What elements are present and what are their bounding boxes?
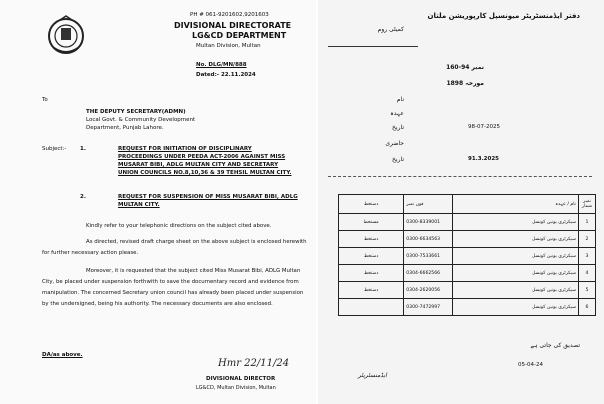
paragraph-2: As directed, revised draft charge sheet on the above subject is enclosed herewith for further necessary action please. <box>42 239 307 256</box>
subject-1-line-4: UNION COUNCILS NO.8,10,36 & 39 TEHSIL MULTAN CITY. <box>118 170 292 176</box>
subject-2-number: 2. <box>80 194 86 200</box>
subject-1-number: 1. <box>80 146 86 152</box>
row-sign: دستخط <box>339 231 404 248</box>
table-header-cell: دستخط <box>339 195 404 214</box>
row-sign: دستخط <box>339 282 404 299</box>
footer-date: 05-04-24 <box>518 362 543 368</box>
info-row-5-label: تاریخ <box>392 156 404 163</box>
row-name: سیکرٹری یونین کونسل <box>453 214 578 231</box>
row-phone: 0300-6634563 <box>404 231 453 248</box>
table-header-cell: نمبر شمار <box>578 195 595 214</box>
subject-2-line-1: REQUEST FOR SUSPENSION OF MISS MUSARAT BIBI, ADLG <box>118 194 298 200</box>
row-sign: دستخط <box>339 265 404 282</box>
footer-signature: ایڈمنسٹریٹر <box>358 372 387 379</box>
table-row <box>339 248 596 265</box>
row-sno: 3 <box>578 248 595 265</box>
handwritten-signature: Hmr 22/11/24 <box>218 358 290 369</box>
phone-numbers: PH # 061-9201602,9201603 <box>190 12 269 18</box>
row-sno: 2 <box>578 231 595 248</box>
row-phone: 0300-7533661 <box>404 248 453 265</box>
table-header-cell: فون نمبر <box>404 195 453 214</box>
subject-1-line-2: PROCEEDINGS UNDER PEEDA ACT-2006 AGAINST MISS <box>118 154 286 160</box>
row-sno: 4 <box>578 265 595 282</box>
table-header-row <box>339 195 596 214</box>
row-phone: 0300-8339001 <box>404 214 453 231</box>
table-row <box>339 265 596 282</box>
subject-label: Subject:- <box>42 146 67 152</box>
row-sign <box>339 299 404 316</box>
signatory-office: LG&CD, Multan Division, Multan <box>196 385 276 391</box>
row-name: سیکرٹری یونین کونسل <box>453 265 578 282</box>
subject-1-line-3: MUSARAT BIBI, ADLG MULTAN CITY AND SECRETARY <box>118 162 279 168</box>
table-row <box>339 214 596 231</box>
row-name: سیکرٹری یونین کونسل <box>453 282 578 299</box>
row-phone: 0304-6662566 <box>404 265 453 282</box>
row-phone: 0300-7472997 <box>404 299 453 316</box>
urdu-header-2: کمیٹی روم <box>377 26 404 33</box>
info-row-3-label: تاریخ <box>392 124 404 131</box>
footer-note: تصدیق کی جاتی ہے <box>530 342 580 349</box>
table-header-cell: نام / عہدہ <box>453 195 578 214</box>
table-row <box>339 282 596 299</box>
row-sno: 1 <box>578 214 595 231</box>
letter-date: Dated:- 22.11.2024 <box>196 72 256 78</box>
row-sign: مستخط <box>339 214 404 231</box>
addressee-line-1: THE DEPUTY SECRETARY(ADMN) <box>86 109 186 115</box>
info-row-5-value: 91.3.2025 <box>468 156 499 162</box>
subject-2-line-2: MULTAN CITY. <box>118 202 160 208</box>
addressee-line-3: Department, Punjab Lahore. <box>86 125 164 131</box>
row-name: سیکرٹری یونین کونسل <box>453 231 578 248</box>
info-row-1-label: نام <box>396 96 404 103</box>
row-sno: 6 <box>578 299 595 316</box>
row-sign: دستخط <box>339 248 404 265</box>
info-row-3-value: 98-07-2025 <box>468 124 500 130</box>
row-name: سیکرٹری یونین کونسل <box>453 248 578 265</box>
paragraph-3: Moreover, it is requested that the subject cited Miss Musarat Bibi, ADLG Multan City, be placed under suspension forthwith to save the documentary record and evidence from manipulation. The concerned Secretary union council has already been placed under suspension by the undersigned, being his authority. The necessary documents are also enclosed. <box>42 268 304 307</box>
urdu-ref-number: نمبر 94-160 <box>446 64 484 71</box>
letter-number: No. DLG/MN/888 <box>196 62 247 68</box>
info-row-4-label: حاضری <box>385 140 404 147</box>
paragraph-1: Kindly refer to your telephonic directions on the subject cited above. <box>86 223 272 229</box>
subject-1-line-1: REQUEST FOR INITIATION OF DISCIPLINARY <box>118 146 252 152</box>
punjab-govt-emblem-icon <box>46 14 86 58</box>
row-sno: 5 <box>578 282 595 299</box>
urdu-date-line: مورخہ 1898 <box>446 80 484 87</box>
info-row-2-label: عہدہ <box>390 110 404 117</box>
urdu-attendance-sheet <box>318 0 604 404</box>
attendance-table <box>338 194 596 316</box>
header-underline <box>328 46 418 47</box>
table-row <box>339 231 596 248</box>
addressee-line-2: Local Govt. & Community Development <box>86 117 196 123</box>
office-line-3: Multan Division, Multan <box>196 43 261 49</box>
office-line-1: DIVISIONAL DIRECTORATE <box>174 21 292 30</box>
table-row <box>339 299 596 316</box>
row-name: سیکرٹری یونین کونسل <box>453 299 578 316</box>
office-line-2: LG&CD DEPARTMENT <box>192 31 287 40</box>
urdu-header-1: دفتر ایڈمنسٹریٹر میونسپل کارپوریشن ملتان <box>427 12 580 20</box>
section-divider <box>328 176 592 177</box>
row-phone: 0304-2620056 <box>404 282 453 299</box>
closing-enclosure: DA/as above. <box>42 352 83 358</box>
to-label: To <box>42 97 48 103</box>
signatory-title: DIVISIONAL DIRECTOR <box>206 376 276 382</box>
